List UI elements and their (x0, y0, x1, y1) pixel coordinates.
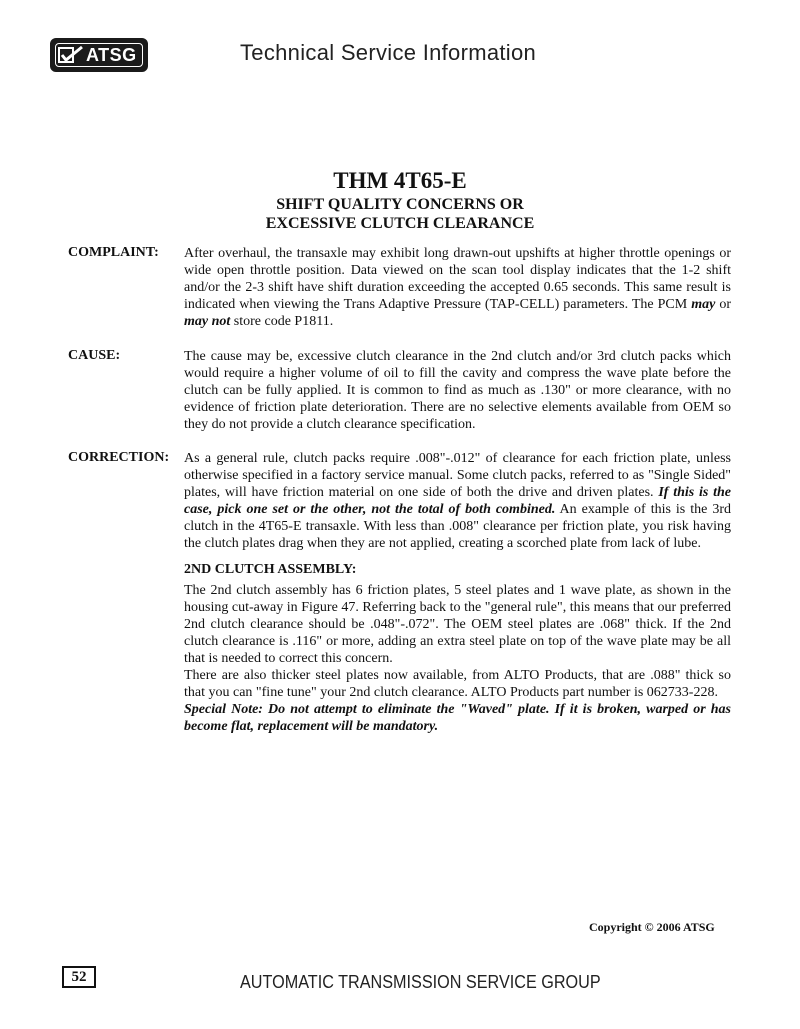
special-note: Special Note: Do not attempt to eliminate the "Waved" plate. If it is broken, warped or has become flat, replacement will be mandatory. (184, 702, 731, 734)
complaint-text-part: or (715, 297, 731, 312)
correction-text-part: As a general rule, clutch packs require .008"-.012" of clearance for each friction plate, unless otherwise specified in a factory service manual. Some clutch packs, referred to as "Single Sided" plates, will have friction material on one side of both the drive and driven plates. (184, 451, 731, 500)
header-title: Technical Service Information (240, 40, 537, 65)
checkmark-icon (58, 45, 84, 65)
complaint-text (184, 245, 731, 330)
complaint-emphasis-may-not: may not (184, 314, 231, 329)
correction-label: CORRECTION: (68, 450, 170, 465)
copyright: Copyright © 2006 ATSG (589, 920, 715, 934)
footer-organization: AUTOMATIC TRANSMISSION SERVICE GROUP (240, 972, 601, 992)
complaint-emphasis-may: may (691, 297, 716, 312)
document-title: THM 4T65-E (333, 168, 467, 193)
section-paragraph-2: There are also thicker steel plates now available, from ALTO Products, that are .088" thick so that you can "fine tune" your 2nd clutch clearance. ALTO Products part number is 062733-228. (184, 668, 731, 700)
cause-paragraph: The cause may be, excessive clutch clearance in the 2nd clutch and/or 3rd clutch packs which would require a higher volume of oil to fill the cavity and compress the wave plate before the clutch can be fully applied. It is common to find as much as .130" or more clearance, with no evidence of friction plate deterioration. There are no selective elements available from OEM so they do not provide a clutch clearance specification. (184, 349, 731, 432)
section-heading: 2ND CLUTCH ASSEMBLY: (184, 562, 357, 577)
cause-text (184, 348, 731, 433)
page-number: 52 (62, 966, 96, 988)
atsg-logo (50, 38, 148, 72)
document-subtitle-line2: EXCESSIVE CLUTCH CLEARANCE (265, 215, 535, 232)
complaint-text-part: store code P1811. (230, 314, 334, 329)
correction-text (184, 450, 731, 735)
correction-text-part: An example of this is the 3rd clutch in the 4T65-E transaxle. With less than .008" clearance per friction plate, you risk having the clutch plates drag when they are not applied, creating a scorched plate from lack of lube. (184, 502, 731, 551)
logo-text: ATSG (86, 45, 137, 65)
correction-emphasis: If this is the case, pick one set or the other, not the total of both combined. (184, 485, 731, 517)
cause-label: CAUSE: (68, 348, 121, 363)
complaint-text-part: After overhaul, the transaxle may exhibit long drawn-out upshifts at higher throttle openings or wide open throttle position. Data viewed on the scan tool display indicates that the 1-2 shift and/or the 2-3 shift have shift duration exceeding the accepted 0.65 seconds. This same result is indicated when viewing the Trans Adaptive Pressure (TAP-CELL) parameters. The PCM (184, 246, 731, 312)
document-subtitle-line1: SHIFT QUALITY CONCERNS OR (276, 196, 524, 213)
section-paragraph-1: The 2nd clutch assembly has 6 friction plates, 5 steel plates and 1 wave plate, as shown in the housing cut-away in Figure 47. Referring back to the "general rule", this means that our preferred 2nd clutch clearance should be .048"-.072". The OEM steel plates are .068" thick. If the 2nd clutch clearance is .116" or more, adding an extra steel plate on top of the wave plate may be all that is needed to correct this concern. (184, 583, 731, 666)
complaint-label: COMPLAINT: (68, 245, 159, 260)
